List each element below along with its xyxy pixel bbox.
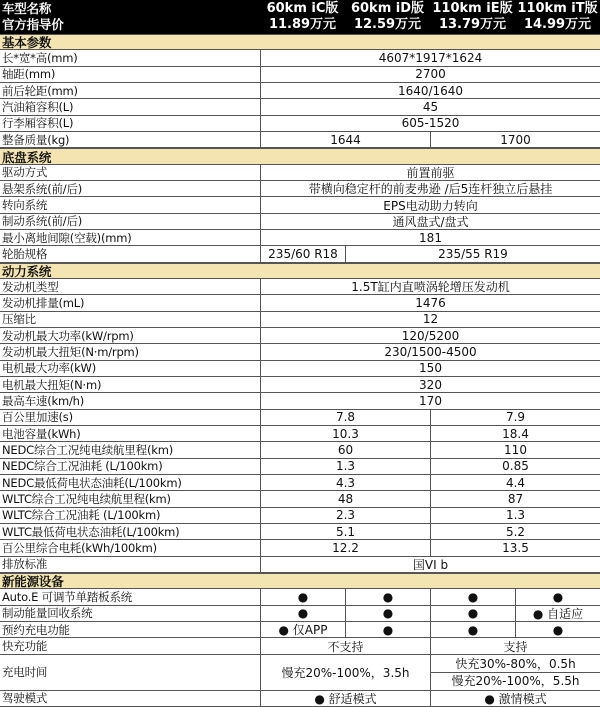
spec-label: 百公里加速(s) xyxy=(2,410,73,425)
spec-row xyxy=(0,279,600,295)
spec-label: WLTC综合工况油耗 (L/100km) xyxy=(2,508,161,523)
spec-value: 45 xyxy=(260,99,600,114)
spec-label: 悬架系统(前/后) xyxy=(2,181,83,196)
spec-label: 压缩比 xyxy=(2,312,36,327)
spec-row xyxy=(0,508,600,524)
spec-row xyxy=(0,197,600,213)
spec-value: 5.2 xyxy=(430,524,600,539)
spec-row xyxy=(0,99,600,115)
spec-row xyxy=(0,459,600,475)
spec-row xyxy=(0,540,600,556)
spec-label: 轴距(mm) xyxy=(2,67,56,82)
spec-value: 通风盘式/盘式 xyxy=(260,214,600,229)
spec-row xyxy=(0,691,600,707)
spec-label: 充电时间 xyxy=(2,665,48,680)
spec-value: 18.4 xyxy=(430,426,600,441)
spec-value: 13.5 xyxy=(430,540,600,555)
spec-label: 快充功能 xyxy=(2,639,48,653)
spec-row xyxy=(0,361,600,377)
trim-name: 110km iT版 xyxy=(517,0,598,16)
spec-value: 12.2 xyxy=(260,540,430,555)
spec-value: 4.4 xyxy=(430,475,600,490)
spec-label: 最高车速(km/h) xyxy=(2,394,84,408)
spec-value: 慢充20%-100%，3.5h xyxy=(260,655,430,690)
spec-label: 预约充电功能 xyxy=(2,622,70,637)
spec-label: 百公里综合电耗(kWh/100km) xyxy=(2,541,157,555)
spec-value: ● xyxy=(430,606,515,621)
spec-value: ● 自适应 xyxy=(515,606,600,621)
spec-value: 5.1 xyxy=(260,524,430,539)
spec-value: ● xyxy=(515,622,600,637)
spec-value: 2.3 xyxy=(260,508,430,523)
trim-id xyxy=(345,0,430,33)
section-header xyxy=(0,148,600,164)
spec-row xyxy=(0,475,600,491)
header-labels xyxy=(2,0,260,33)
spec-row xyxy=(0,132,600,148)
section-title: 基本参数 xyxy=(2,35,52,50)
spec-value: 7.9 xyxy=(430,410,600,425)
spec-value: 4607*1917*1624 xyxy=(260,50,600,65)
spec-value: 235/60 R18 xyxy=(260,246,345,261)
spec-value: 48 xyxy=(260,491,430,506)
spec-label: 排放标准 xyxy=(2,557,48,572)
spec-value: EPS电动助力转向 xyxy=(260,197,600,212)
spec-value: 320 xyxy=(260,377,600,392)
spec-label: 电机最大功率(kW) xyxy=(2,361,97,376)
spec-row xyxy=(0,246,600,262)
spec-value: 181 xyxy=(260,230,600,245)
spec-value-line: 慢充20%-100%，5.5h xyxy=(431,672,600,689)
section-title: 新能源设备 xyxy=(2,574,64,589)
spec-label: 前后轮距(mm) xyxy=(2,83,78,98)
spec-row xyxy=(0,50,600,66)
spec-value: 1700 xyxy=(430,132,600,147)
spec-value: 235/55 R19 xyxy=(345,246,600,261)
spec-value: ● 仅APP xyxy=(260,622,345,637)
spec-value: 1.3 xyxy=(260,459,430,474)
spec-label: 发动机排量(mL) xyxy=(2,296,85,310)
spec-label: 汽油箱容积(L) xyxy=(2,100,74,114)
spec-value: ● xyxy=(430,622,515,637)
spec-row xyxy=(0,524,600,540)
trim-name: 60km iD版 xyxy=(350,0,425,16)
spec-value: 7.8 xyxy=(260,410,430,425)
spec-value: 不支持 xyxy=(260,638,430,653)
spec-value: 带横向稳定杆的前麦弗逊 /后5连杆独立后悬挂 xyxy=(260,181,600,196)
spec-label: 驾驶模式 xyxy=(2,691,48,706)
spec-row xyxy=(0,393,600,409)
spec-row xyxy=(0,230,600,246)
spec-label: 最小离地间隙(空载)(mm) xyxy=(2,230,132,245)
trim-it xyxy=(515,0,600,33)
spec-label: NEDC最低荷电状态油耗(L/100km) xyxy=(2,475,182,490)
spec-row xyxy=(0,83,600,99)
spec-label: 转向系统 xyxy=(2,198,48,212)
spec-row xyxy=(0,589,600,605)
spec-value: ● xyxy=(260,606,345,621)
spec-label: 轮胎规格 xyxy=(2,247,48,261)
spec-value: 1640/1640 xyxy=(260,83,600,98)
trim-ic xyxy=(260,0,345,33)
spec-label: 长*宽*高(mm) xyxy=(2,51,78,65)
spec-value: ● xyxy=(345,622,430,637)
spec-value: 605-1520 xyxy=(260,116,600,131)
spec-row xyxy=(0,67,600,83)
spec-row xyxy=(0,491,600,507)
spec-value: 150 xyxy=(260,361,600,376)
spec-row xyxy=(0,116,600,132)
spec-value: 前置前驱 xyxy=(260,165,600,180)
spec-row xyxy=(0,606,600,622)
spec-value: 120/5200 xyxy=(260,328,600,343)
spec-value: ● 激情模式 xyxy=(430,691,600,706)
trim-name: 60km iC版 xyxy=(266,0,339,16)
section-title: 动力系统 xyxy=(2,263,52,278)
spec-row xyxy=(0,557,600,573)
spec-value: 国VI b xyxy=(260,557,600,572)
spec-label: 驱动方式 xyxy=(2,165,48,180)
spec-row xyxy=(0,165,600,181)
spec-label: WLTC综合工况纯电续航里程(km) xyxy=(2,492,171,506)
spec-row xyxy=(0,426,600,442)
spec-value: 230/1500-4500 xyxy=(260,344,600,359)
trim-price: 13.79万元 xyxy=(438,16,507,32)
spec-label: 整备质量(kg) xyxy=(2,132,70,147)
trim-price: 11.89万元 xyxy=(268,16,337,32)
table-header xyxy=(0,0,600,34)
spec-value: 10.3 xyxy=(260,426,430,441)
spec-label: 电机最大扭矩(N·m) xyxy=(2,377,102,392)
spec-row xyxy=(0,181,600,197)
trim-price: 12.59万元 xyxy=(353,16,422,32)
spec-value: 87 xyxy=(430,491,600,506)
spec-label: 发动机最大功率(kW/rpm) xyxy=(2,328,134,343)
price-label: 官方指导价 xyxy=(2,16,64,32)
spec-row xyxy=(0,442,600,458)
section-header xyxy=(0,34,600,50)
spec-row xyxy=(0,377,600,393)
spec-row xyxy=(0,328,600,344)
spec-value: 0.85 xyxy=(430,459,600,474)
spec-label: 电池容量(kWh) xyxy=(2,426,81,441)
spec-label: 制动系统(前/后) xyxy=(2,214,83,229)
section-header xyxy=(0,573,600,589)
spec-row xyxy=(0,295,600,311)
spec-label: 发动机类型 xyxy=(2,279,59,294)
spec-row xyxy=(0,214,600,230)
spec-value: 1644 xyxy=(260,132,430,147)
trim-name: 110km iE版 xyxy=(432,0,513,16)
spec-row xyxy=(0,410,600,426)
spec-value: 60 xyxy=(260,442,430,457)
spec-value: 12 xyxy=(260,312,600,327)
section-title: 底盘系统 xyxy=(2,149,52,164)
spec-value: 1.5T缸内直喷涡轮增压发动机 xyxy=(260,279,600,294)
spec-value xyxy=(430,655,600,690)
spec-value: ● xyxy=(260,589,345,604)
trim-price: 14.99万元 xyxy=(523,16,592,32)
spec-value: 4.3 xyxy=(260,475,430,490)
spec-value: 110 xyxy=(430,442,600,457)
spec-row xyxy=(0,622,600,638)
spec-value-line: 快充30%-80%，0.5h xyxy=(455,656,576,671)
spec-value: ● xyxy=(345,606,430,621)
spec-row xyxy=(0,344,600,360)
spec-label: NEDC综合工况纯电续航里程(km) xyxy=(2,443,173,457)
spec-value: ● xyxy=(515,589,600,604)
spec-label: 发动机最大扭矩(N·m/rpm) xyxy=(2,345,139,359)
spec-value: 2700 xyxy=(260,67,600,82)
spec-value: 1476 xyxy=(260,295,600,310)
spec-value: 170 xyxy=(260,393,600,408)
section-header xyxy=(0,263,600,279)
trim-ie xyxy=(430,0,515,33)
spec-row xyxy=(0,638,600,654)
spec-row xyxy=(0,655,600,691)
spec-label: 行李厢容积(L) xyxy=(2,116,74,131)
spec-value: ● xyxy=(345,589,430,604)
spec-label: WLTC最低荷电状态油耗(L/100km) xyxy=(2,524,180,539)
spec-label: 制动能量回收系统 xyxy=(2,606,93,621)
spec-row xyxy=(0,312,600,328)
spec-value: 1.3 xyxy=(430,508,600,523)
spec-value: ● xyxy=(430,589,515,604)
spec-label: Auto.E 可调节单踏板系统 xyxy=(2,590,133,604)
spec-label: NEDC综合工况油耗 (L/100km) xyxy=(2,459,163,474)
model-name-label: 车型名称 xyxy=(2,0,52,16)
spec-value: ● 舒适模式 xyxy=(260,691,430,706)
spec-value: 支持 xyxy=(430,638,600,653)
